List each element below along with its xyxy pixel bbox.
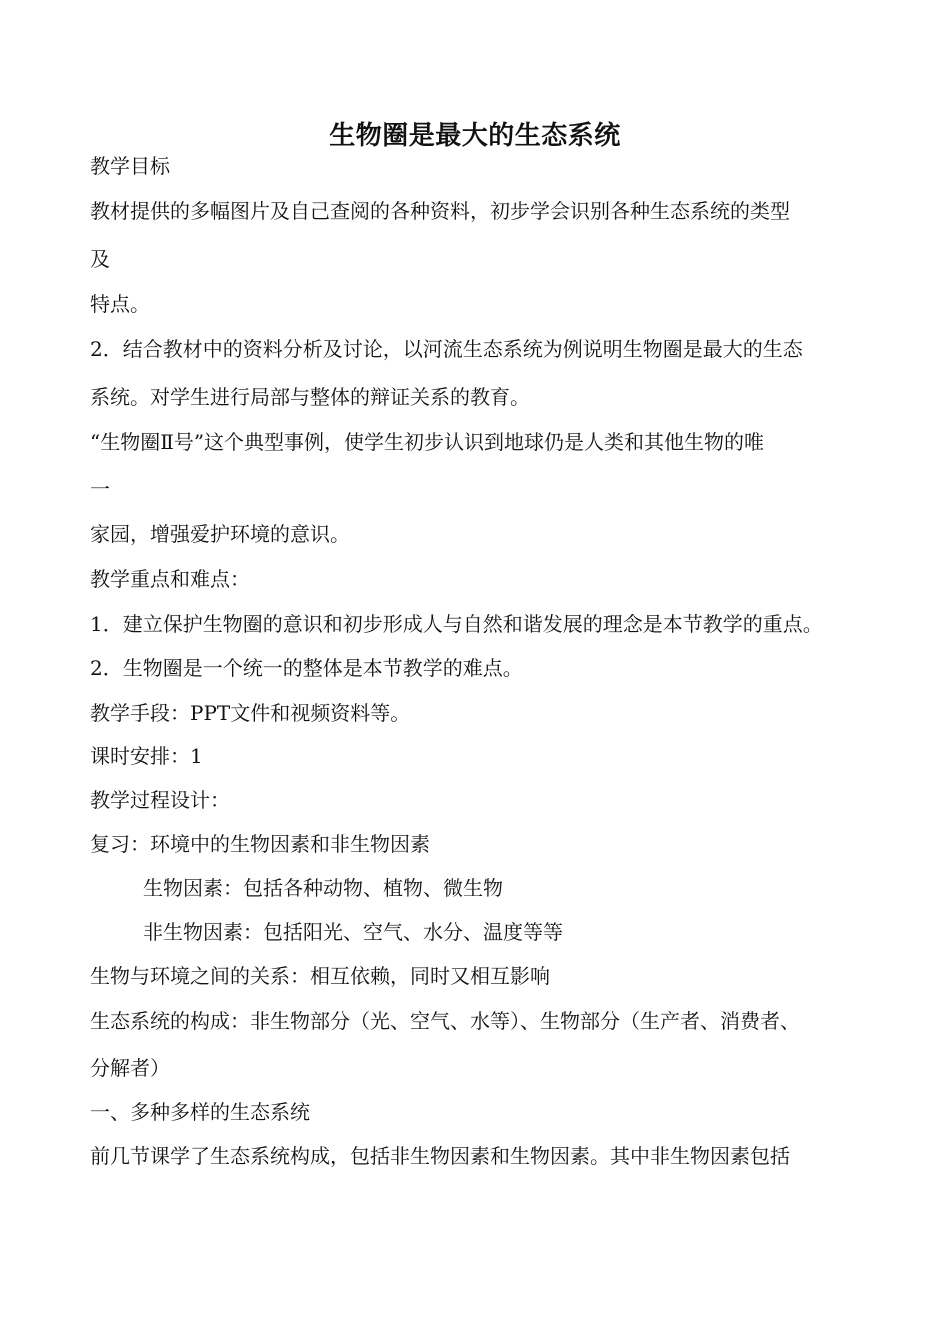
text-line: 课时安排：1 <box>90 744 203 768</box>
text-line: 系统。对学生进行局部与整体的辩证关系的教育。 <box>90 385 530 409</box>
document-title: 生物圈是最大的生态系统 <box>329 121 621 151</box>
text-line: 教学手段：PPT文件和视频资料等。 <box>90 701 411 725</box>
section-heading: 一、多种多样的生态系统 <box>90 1100 310 1124</box>
text-line: 一 <box>90 477 110 501</box>
text-line: 前几节课学了生态系统构成，包括非生物因素和生物因素。其中非生物因素包括 <box>90 1144 790 1168</box>
text-line: 2．结合教材中的资料分析及讨论，以河流生态系统为例说明生物圈是最大的生态 <box>90 337 803 361</box>
text-line: 分解者） <box>90 1056 170 1080</box>
text-line: 教材提供的多幅图片及自己查阅的各种资料，初步学会识别各种生态系统的类型 <box>90 199 790 223</box>
text-line: 及 <box>90 247 110 271</box>
text-line: 生物因素：包括各种动物、植物、微生物 <box>143 876 503 900</box>
text-line: 生物与环境之间的关系：相互依赖，同时又相互影响 <box>90 964 550 988</box>
text-line: 特点。 <box>90 292 150 316</box>
text-line: 家园，增强爱护环境的意识。 <box>90 522 350 546</box>
section-heading: 教学重点和难点： <box>90 567 250 591</box>
text-line: 生态系统的构成：非生物部分（光、空气、水等）、生物部分（生产者、消费者、 <box>90 1009 800 1033</box>
text-line: 1．建立保护生物圈的意识和初步形成人与自然和谐发展的理念是本节教学的重点。 <box>90 612 823 636</box>
text-line: 教学目标 <box>90 154 170 178</box>
text-line: “生物圈Ⅱ号”这个典型事例，使学生初步认识到地球仍是人类和其他生物的唯 <box>90 430 765 454</box>
text-line: 非生物因素：包括阳光、空气、水分、温度等等 <box>143 920 563 944</box>
text-line: 2．生物圈是一个统一的整体是本节教学的难点。 <box>90 656 523 680</box>
text-line: 复习：环境中的生物因素和非生物因素 <box>90 832 430 856</box>
section-heading: 教学过程设计： <box>90 788 230 812</box>
